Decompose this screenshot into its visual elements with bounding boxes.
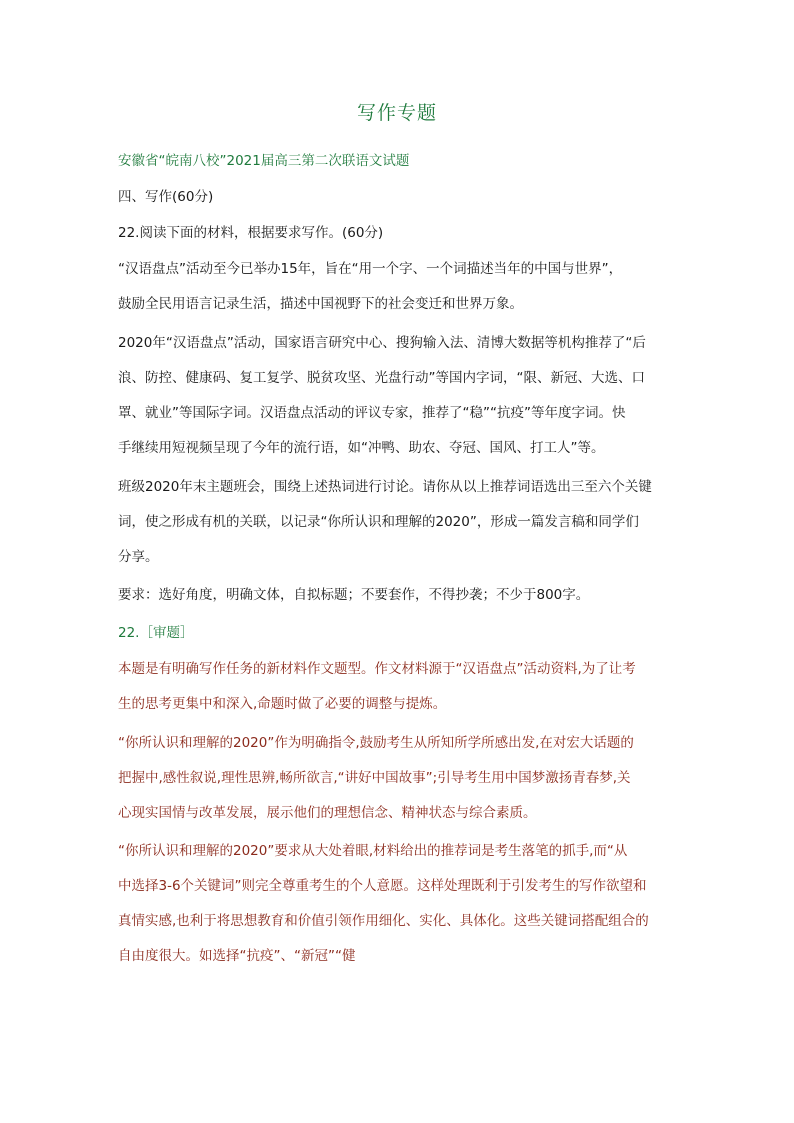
analysis-line: 中选择3-6个关键词”则完全尊重考生的个人意愿。这样处理既利于引发考生的写作欲望和 [118,878,647,894]
analysis-line: 真情实感,也利于将思想教育和价值引领作用细化、实化、具体化。这些关键词搭配组合的 [118,913,649,929]
material-line: 手继续用短视频呈现了今年的流行语，如“冲鸭、助农、夺冠、国风、打工人”等。 [118,440,605,456]
source-line: 安徽省“皖南八校”2021届高三第二次联语文试题 [118,153,410,169]
section-heading: 四、写作(60分) [118,189,214,205]
material-line: “汉语盘点”活动至今已举办15年，旨在“用一个字、一个词描述当年的中国与世界”， [118,261,623,277]
analysis-line: “你所认识和理解的2020”要求从大处着眼,材料给出的推荐词是考生落笔的抓手,而“从 [118,843,628,859]
analysis-line: 自由度很大。如选择“抗疫”、“新冠”“健 [118,948,356,964]
requirements-line: 要求：选好角度，明确文体，自拟标题；不要套作，不得抄袭；不少于800字。 [118,587,590,603]
analysis-line: “你所认识和理解的2020”作为明确指令,鼓励考生从所知所学所感出发,在对宏大话题的 [118,735,634,751]
material-line: 班级2020年末主题班会，围绕上述热词进行讨论。请你从以上推荐词语选出三至六个关键 [118,479,652,495]
material-line: 罩、就业”等国际字词。汉语盘点活动的评议专家，推荐了“稳”“抗疫”等年度字词。快 [118,405,626,421]
material-line: 鼓励全民用语言记录生活，描述中国视野下的社会变迁和世界万象。 [118,296,523,312]
analysis-line: 本题是有明确写作任务的新材料作文题型。作文材料源于“汉语盘点”活动资料,为了让考 [118,661,636,677]
analysis-line: 生的思考更集中和深入,命题时做了必要的调整与提炼。 [118,696,447,712]
answer-heading: 22.［审题］ [118,625,194,641]
page-title: 写作专题 [356,102,437,124]
material-line: 分享。 [118,549,159,565]
analysis-line: 把握中,感性叙说,理性思辨,畅所欲言,“讲好中国故事”;引导考生用中国梦激扬青春梦,关 [118,770,631,786]
question-prompt: 22.阅读下面的材料，根据要求写作。(60分) [118,225,384,241]
material-line: 词，使之形成有机的关联，以记录“你所认识和理解的2020”，形成一篇发言稿和同学们 [118,514,639,530]
material-line: 2020年“汉语盘点”活动，国家语言研究中心、搜狗输入法、清博大数据等机构推荐了“后 [118,335,646,351]
analysis-line: 心现实国情与改革发展，展示他们的理想信念、精神状态与综合素质。 [118,805,537,821]
material-line: 浪、防控、健康码、复工复学、脱贫攻坚、光盘行动”等国内字词，“限、新冠、大选、口 [118,370,645,386]
